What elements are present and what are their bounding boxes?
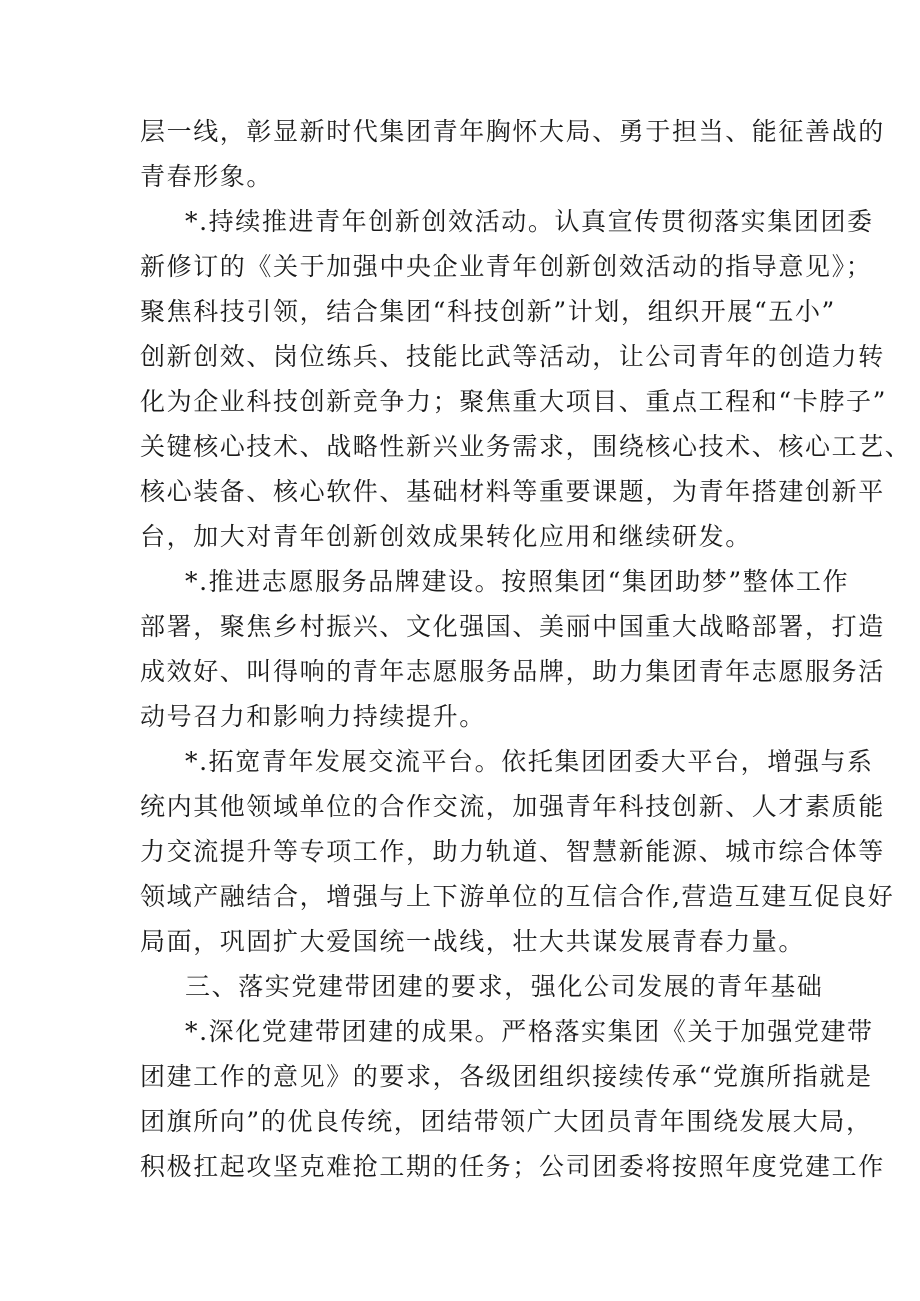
text-line: 团旗所向”的优良传统，团结带领广大团员青年围绕发展大局， xyxy=(140,1107,873,1136)
text-line: 领域产融结合，增强与上下游单位的互信合作,营造互建互促良好 xyxy=(140,882,895,911)
text-line: 青春形象。 xyxy=(140,162,274,191)
section-heading: 三、落实党建带团建的要求，强化公司发展的青年基础 xyxy=(185,972,824,1001)
text-line: 力交流提升等专项工作，助力轨道、智慧新能源、城市综合体等 xyxy=(140,837,885,866)
text-line: 部署，聚焦乡村振兴、文化强国、美丽中国重大战略部署，打造 xyxy=(140,612,885,641)
text-line: 团建工作的意见》的要求，各级团组织接续传承“党旗所指就是 xyxy=(140,1062,873,1091)
text-line: 化为企业科技创新竞争力；聚焦重大项目、重点工程和“卡脖子” xyxy=(140,387,887,416)
paragraph-start-line: *.拓宽青年发展交流平台。依托集团团委大平台，增强与系 xyxy=(185,747,874,776)
text-line: 局面，巩固扩大爱国统一战线，壮大共谋发展青春力量。 xyxy=(140,927,806,956)
text-line: 动号召力和影响力持续提升。 xyxy=(140,702,486,731)
paragraph-start-line: *.推进志愿服务品牌建设。按照集团“集团助梦”整体工作 xyxy=(185,567,850,596)
paragraph-start-line: *.深化党建带团建的成果。严格落实集团《关于加强党建带 xyxy=(185,1017,874,1046)
text-line: 新修订的《关于加强中央企业青年创新创效活动的指导意见》； xyxy=(140,252,873,281)
text-line: 创新创效、岗位练兵、技能比武等活动，让公司青年的创造力转 xyxy=(140,342,885,371)
text-line: 层一线，彰显新时代集团青年胸怀大局、勇于担当、能征善战的 xyxy=(140,117,885,146)
text-line: 关键核心技术、战略性新兴业务需求，围绕核心技术、核心工艺、 xyxy=(140,432,912,461)
text-line: 统内其他领域单位的合作交流，加强青年科技创新、人才素质能 xyxy=(140,792,885,821)
text-line: 台，加大对青年创新创效成果转化应用和继续研发。 xyxy=(140,522,752,551)
text-line: 成效好、叫得响的青年志愿服务品牌，助力集团青年志愿服务活 xyxy=(140,657,885,686)
text-line: 聚焦科技引领，结合集团“科技创新”计划，组织开展“五小” xyxy=(140,297,836,326)
text-line: 核心装备、核心软件、基础材料等重要课题，为青年搭建创新平 xyxy=(140,477,885,506)
paragraph-start-line: *.持续推进青年创新创效活动。认真宣传贯彻落实集团团委 xyxy=(185,207,874,236)
text-line: 积极扛起攻坚克难抢工期的任务；公司团委将按照年度党建工作 xyxy=(140,1152,885,1181)
